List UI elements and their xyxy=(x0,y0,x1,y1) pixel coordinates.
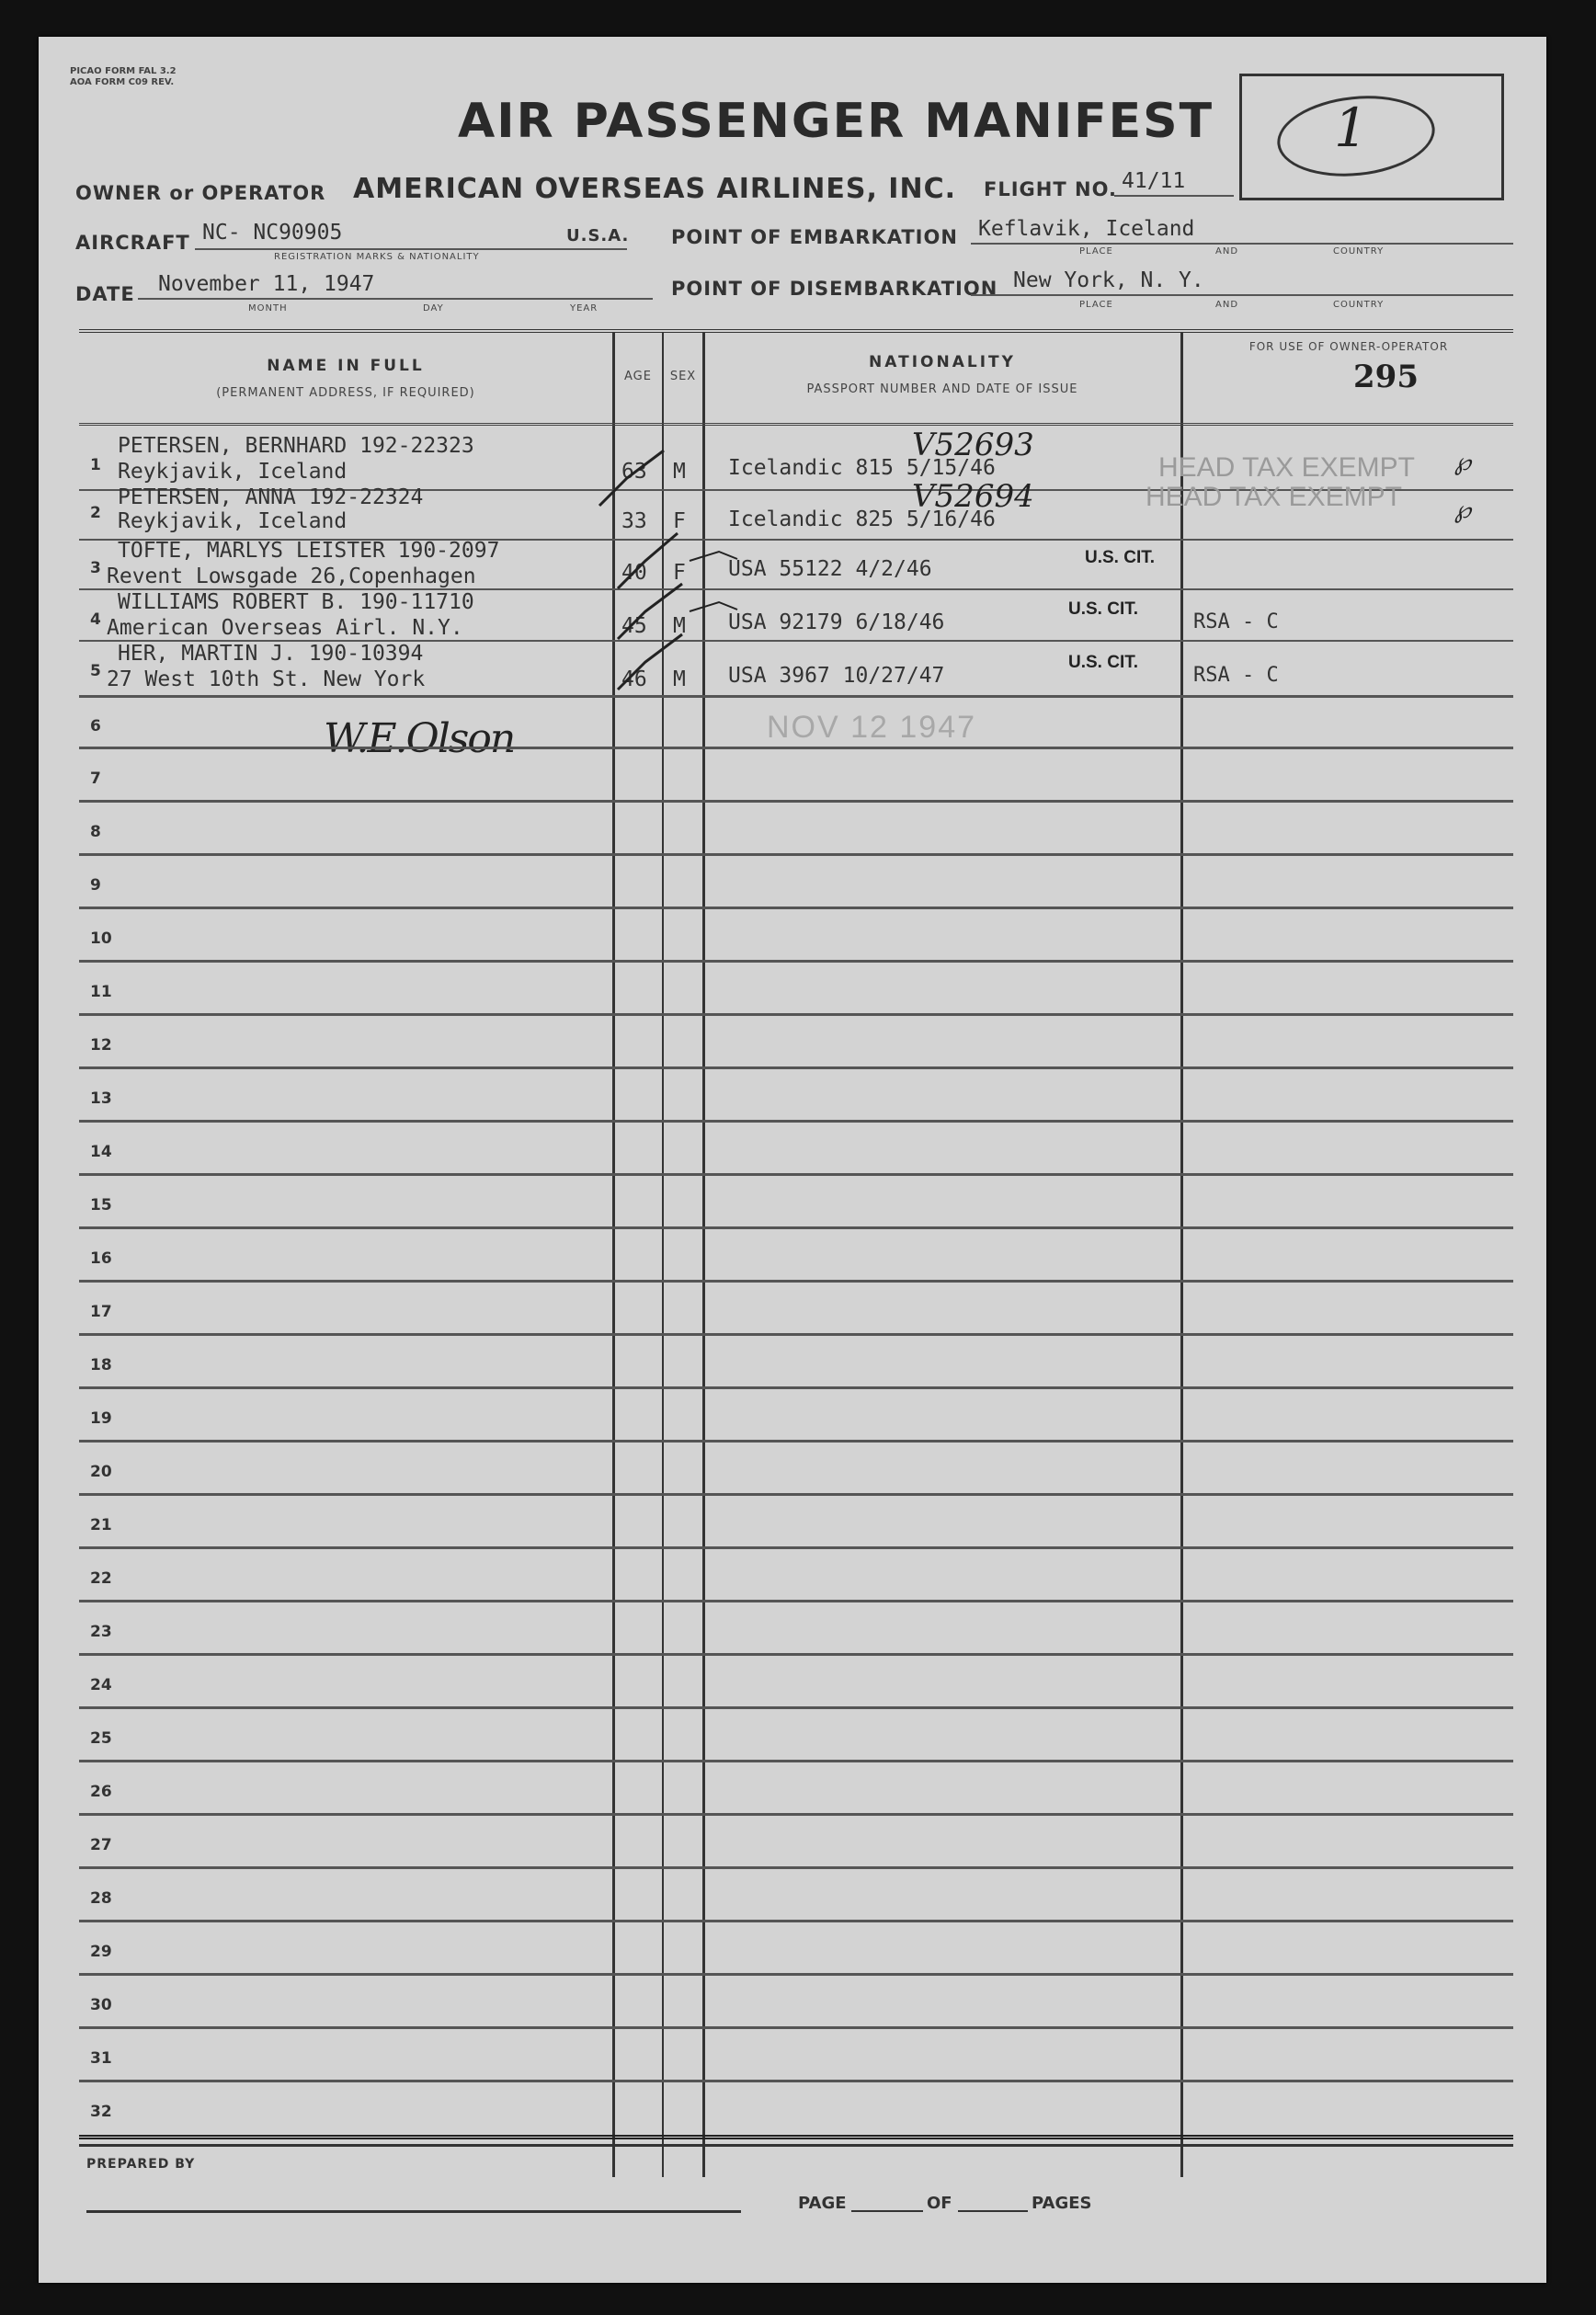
row-divider xyxy=(79,1386,1513,1389)
row-number: 22 xyxy=(90,1569,112,1588)
column-header-nationality: NATIONALITY xyxy=(869,353,1016,371)
disembarkation-underline xyxy=(971,294,1513,296)
row-number: 29 xyxy=(90,1943,112,1961)
aircraft-sub-label: REGISTRATION MARKS & NATIONALITY xyxy=(274,252,480,262)
row-number: 9 xyxy=(90,876,101,895)
page-mark: 1 xyxy=(1334,97,1368,159)
embarkation-value: Keflavik, Iceland xyxy=(978,217,1195,241)
row-divider xyxy=(79,1653,1513,1656)
row-divider xyxy=(79,907,1513,909)
prepared-by-label: PREPARED BY xyxy=(86,2157,196,2172)
row-number: 17 xyxy=(90,1303,112,1321)
row-divider xyxy=(79,1973,1513,1976)
check-mark xyxy=(690,602,737,611)
disembarkation-value: New York, N. Y. xyxy=(1013,268,1204,292)
row-number: 16 xyxy=(90,1249,112,1268)
row-number: 31 xyxy=(90,2049,112,2068)
row-divider xyxy=(79,1813,1513,1816)
check-mark xyxy=(690,552,737,561)
passenger-name: PETERSEN, BERNHARD 192-22323 xyxy=(118,434,474,458)
passenger-nationality: USA 55122 4/2/46 xyxy=(728,557,932,581)
page-title: AIR PASSENGER MANIFEST xyxy=(458,94,1214,149)
flight-label: FLIGHT NO. xyxy=(984,178,1117,200)
row-number: 18 xyxy=(90,1356,112,1374)
passenger-sex: F xyxy=(673,561,686,585)
row-divider xyxy=(79,1013,1513,1016)
aircraft-nationality: U.S.A. xyxy=(566,226,630,245)
row-number: 11 xyxy=(90,983,112,1001)
row-number: 5 xyxy=(90,662,101,680)
row-divider xyxy=(79,1600,1513,1602)
manifest-page xyxy=(39,37,1546,2283)
table-bottom-border xyxy=(79,2135,1513,2139)
passenger-remark: HEAD TAX EXEMPT xyxy=(1146,482,1402,512)
passenger-age: 45 xyxy=(621,614,647,638)
row-divider xyxy=(79,695,1513,698)
passenger-address: Reykjavik, Iceland xyxy=(118,460,348,484)
row-number: 24 xyxy=(90,1676,112,1694)
passenger-sex: M xyxy=(673,667,686,691)
passenger-sex: M xyxy=(673,614,686,638)
row-divider xyxy=(79,1280,1513,1283)
passenger-address: 27 West 10th St. New York xyxy=(107,667,426,691)
row-number: 27 xyxy=(90,1836,112,1854)
row-number: 4 xyxy=(90,610,101,629)
row-number: 28 xyxy=(90,1889,112,1908)
column-header-sex: SEX xyxy=(669,370,697,383)
owner-label: OWNER or OPERATOR xyxy=(75,182,326,204)
check-mark xyxy=(618,533,678,588)
passenger-hand-note: V52694 xyxy=(912,478,1034,515)
passenger-name: PETERSEN, ANNA 192-22324 xyxy=(118,485,424,509)
disembarkation-label: POINT OF DISEMBARKATION xyxy=(671,278,998,300)
remark-squiggle: ℘ xyxy=(1454,449,1472,476)
passenger-hand-note: V52693 xyxy=(912,427,1034,463)
row-divider xyxy=(79,1120,1513,1123)
row-divider xyxy=(79,747,1513,749)
passenger-age: 46 xyxy=(621,667,647,691)
passenger-address: Revent Lowsgade 26,Copenhagen xyxy=(107,564,476,588)
row-number: 26 xyxy=(90,1783,112,1801)
check-mark xyxy=(618,584,682,639)
us-citizen-stamp: U.S. CIT. xyxy=(1085,548,1156,567)
row-divider xyxy=(79,1920,1513,1922)
embarkation-underline xyxy=(971,243,1513,245)
passenger-remark: RSA - C xyxy=(1193,664,1279,687)
row-divider xyxy=(79,1440,1513,1443)
disembarkation-sub-place: PLACE xyxy=(1079,300,1113,310)
passenger-name: HER, MARTIN J. 190-10394 xyxy=(118,642,424,666)
row-divider xyxy=(79,1493,1513,1496)
row-number: 14 xyxy=(90,1143,112,1161)
row-divider xyxy=(79,1173,1513,1176)
form-ref-line-1: PICAO FORM FAL 3.2 xyxy=(70,66,177,76)
page-mark-box xyxy=(1239,74,1504,200)
table-top-border xyxy=(79,329,1513,333)
check-mark xyxy=(599,450,664,506)
row-number: 1 xyxy=(90,456,101,474)
check-marks xyxy=(590,423,792,699)
date-value: November 11, 1947 xyxy=(158,272,375,296)
passenger-sex: F xyxy=(673,509,686,533)
row-divider xyxy=(79,800,1513,803)
remark-squiggle: ℘ xyxy=(1454,496,1472,524)
row-number: 2 xyxy=(90,504,101,522)
embarkation-sub-place: PLACE xyxy=(1079,246,1113,257)
signature: W.E.Olson xyxy=(324,715,515,762)
passenger-remark: RSA - C xyxy=(1193,610,1279,633)
aircraft-underline xyxy=(195,248,627,250)
row-divider xyxy=(79,960,1513,963)
form-reference xyxy=(70,66,177,88)
row-number: 32 xyxy=(90,2103,112,2121)
row-divider xyxy=(79,1226,1513,1229)
us-citizen-stamp: U.S. CIT. xyxy=(1068,653,1139,672)
passenger-sex: M xyxy=(673,460,686,484)
row-divider xyxy=(79,2026,1513,2029)
date-underline xyxy=(138,298,653,300)
flight-underline xyxy=(1114,195,1234,197)
column-header-name: NAME IN FULL xyxy=(267,357,425,375)
date-label: DATE xyxy=(75,283,135,305)
passenger-name: WILLIAMS ROBERT B. 190-11710 xyxy=(118,590,474,614)
date-sub-month: MONTH xyxy=(248,303,288,314)
passenger-nationality: USA 3967 10/27/47 xyxy=(728,664,945,688)
passenger-nationality: Icelandic 825 5/16/46 xyxy=(728,507,996,531)
aircraft-label: AIRCRAFT xyxy=(75,232,190,254)
passenger-age: 63 xyxy=(621,460,647,484)
row-number: 6 xyxy=(90,717,101,736)
disembarkation-sub-country: COUNTRY xyxy=(1333,300,1385,310)
row-divider xyxy=(79,1546,1513,1549)
flight-value: 41/11 xyxy=(1122,169,1186,193)
owner-value: AMERICAN OVERSEAS AIRLINES, INC. xyxy=(353,173,956,205)
row-number: 25 xyxy=(90,1729,112,1748)
row-number: 8 xyxy=(90,823,101,841)
page-total-line xyxy=(958,2210,1028,2212)
date-sub-day: DAY xyxy=(423,303,444,314)
passenger-remark: HEAD TAX EXEMPT xyxy=(1158,452,1415,483)
row-number: 7 xyxy=(90,770,101,788)
prepared-by-line xyxy=(86,2210,741,2213)
row-divider xyxy=(79,1066,1513,1069)
passenger-age: 33 xyxy=(621,509,647,533)
page-number-line xyxy=(851,2210,923,2212)
row-divider xyxy=(79,2080,1513,2082)
disembarkation-sub-and: AND xyxy=(1215,300,1239,310)
owner-use-value: 295 xyxy=(1353,359,1419,395)
row-divider xyxy=(79,1866,1513,1869)
header-bottom-border xyxy=(79,423,1513,426)
column-divider-nationality xyxy=(1180,333,1183,2177)
column-header-name-sub: (PERMANENT ADDRESS, IF REQUIRED) xyxy=(216,386,475,400)
row-number: 10 xyxy=(90,929,112,948)
row-number: 13 xyxy=(90,1089,112,1108)
column-header-nationality-sub: PASSPORT NUMBER AND DATE OF ISSUE xyxy=(806,382,1078,396)
passenger-address: American Overseas Airl. N.Y. xyxy=(107,616,463,640)
passenger-name: TOFTE, MARLYS LEISTER 190-2097 xyxy=(118,539,500,563)
row-number: 15 xyxy=(90,1196,112,1215)
row-number: 23 xyxy=(90,1623,112,1641)
embarkation-sub-and: AND xyxy=(1215,246,1239,257)
row-number: 21 xyxy=(90,1516,112,1534)
embarkation-sub-country: COUNTRY xyxy=(1333,246,1385,257)
passenger-nationality: USA 92179 6/18/46 xyxy=(728,610,945,634)
column-header-age: AGE xyxy=(624,370,652,383)
pages-label: PAGES xyxy=(1032,2194,1092,2213)
row-divider xyxy=(79,1333,1513,1336)
row-number: 30 xyxy=(90,1996,112,2014)
date-stamp: NOV 12 1947 xyxy=(767,710,977,745)
aircraft-value: NC- NC90905 xyxy=(202,221,343,245)
row-number: 12 xyxy=(90,1036,112,1055)
row-number: 19 xyxy=(90,1409,112,1428)
us-citizen-stamp: U.S. CIT. xyxy=(1068,599,1139,619)
date-sub-year: YEAR xyxy=(570,303,598,314)
row-divider xyxy=(79,1760,1513,1762)
table-bottom-rule xyxy=(79,2144,1513,2147)
passenger-age: 40 xyxy=(621,561,647,585)
form-ref-line-2: AOA FORM C09 REV. xyxy=(70,77,175,87)
check-mark xyxy=(618,634,682,690)
page-label: PAGE xyxy=(798,2194,847,2213)
row-number: 3 xyxy=(90,559,101,577)
of-label: OF xyxy=(927,2194,952,2213)
passenger-nationality: Icelandic 815 5/15/46 xyxy=(728,456,996,480)
column-header-owner-use: FOR USE OF OWNER-OPERATOR xyxy=(1248,340,1449,353)
row-number: 20 xyxy=(90,1463,112,1481)
row-divider xyxy=(79,1706,1513,1709)
passenger-address: Reykjavik, Iceland xyxy=(118,509,348,533)
embarkation-label: POINT OF EMBARKATION xyxy=(671,226,958,248)
row-divider xyxy=(79,853,1513,856)
